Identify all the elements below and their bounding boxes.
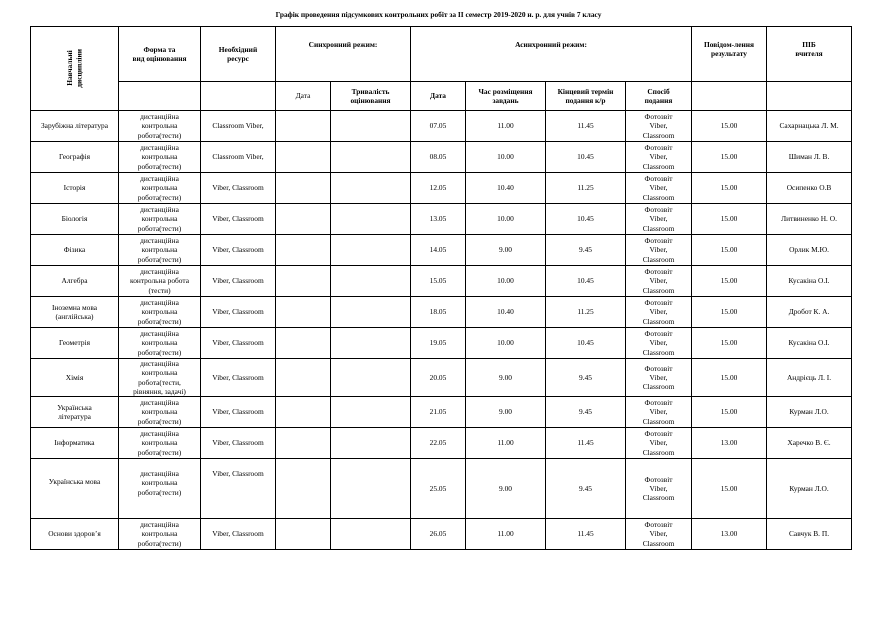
teacher-cell: Кусакіна О.І.	[767, 328, 852, 359]
sync-date-cell	[276, 397, 331, 428]
date-cell: 13.05	[411, 204, 466, 235]
teacher-cell: Осипенко О.В	[767, 173, 852, 204]
resource-cell: Viber, Classroom	[201, 459, 276, 519]
subject-cell: Фізика	[31, 235, 119, 266]
form-cell: дистанційна контрольна робота(тести)	[119, 297, 201, 328]
sync-duration-cell	[331, 359, 411, 397]
form-cell: дистанційна контрольна робота(тести)	[119, 397, 201, 428]
deadline-cell: 9.45	[546, 459, 626, 519]
table-row	[31, 173, 852, 204]
table-row	[31, 359, 852, 397]
form-cell: дистанційна контрольна робота(тести)	[119, 428, 201, 459]
form-cell: дистанційна контрольна робота(тести)	[119, 519, 201, 550]
deadline-cell: 10.45	[546, 204, 626, 235]
table-row	[31, 297, 852, 328]
deadline-cell: 11.45	[546, 428, 626, 459]
subject-cell: Біологія	[31, 204, 119, 235]
schedule-table	[30, 26, 852, 550]
form-cell: дистанційна контрольна робота(тести)	[119, 142, 201, 173]
header-sync-duration: Тривалість оцінювання	[331, 82, 411, 111]
form-cell: дистанційна контрольна робота(тести)	[119, 173, 201, 204]
deadline-cell: 11.45	[546, 519, 626, 550]
form-cell: дистанційна контрольна робота(тести, рівняння, задачі)	[119, 359, 201, 397]
resource-cell: Viber, Classroom	[201, 266, 276, 297]
header-resource: Необхідний ресурс	[201, 27, 276, 82]
date-cell: 18.05	[411, 297, 466, 328]
header-teacher: ПІБ вчителя	[767, 27, 852, 82]
header-discipline: Навчальні дисципліни	[31, 27, 119, 111]
time-cell: 11.00	[466, 519, 546, 550]
subject-cell: Зарубіжна література	[31, 111, 119, 142]
form-cell: дистанційна контрольна робота(тести)	[119, 328, 201, 359]
table-row	[31, 397, 852, 428]
sync-duration-cell	[331, 173, 411, 204]
deadline-cell: 11.45	[546, 111, 626, 142]
teacher-cell: Сахарнацька Л. М.	[767, 111, 852, 142]
date-cell: 22.05	[411, 428, 466, 459]
method-cell: Фотозвіт Viber, Classroom	[626, 519, 692, 550]
method-cell: Фотозвіт Viber, Classroom	[626, 111, 692, 142]
header-teacher-sub	[767, 82, 852, 111]
resource-cell: Viber, Classroom	[201, 519, 276, 550]
time-cell: 11.00	[466, 428, 546, 459]
method-cell: Фотозвіт Viber, Classroom	[626, 428, 692, 459]
result-cell: 15.00	[692, 328, 767, 359]
date-cell: 21.05	[411, 397, 466, 428]
date-cell: 20.05	[411, 359, 466, 397]
time-cell: 10.00	[466, 142, 546, 173]
result-cell: 15.00	[692, 204, 767, 235]
table-row	[31, 266, 852, 297]
header-form: Форма та вид оцінювання	[119, 27, 201, 82]
teacher-cell: Шиман Л. В.	[767, 142, 852, 173]
time-cell: 9.00	[466, 359, 546, 397]
header-async-method: Спосіб подання	[626, 82, 692, 111]
deadline-cell: 10.45	[546, 328, 626, 359]
deadline-cell: 11.25	[546, 173, 626, 204]
header-async: Асинхронний режим:	[411, 27, 692, 82]
deadline-cell: 9.45	[546, 397, 626, 428]
resource-cell: Viber, Classroom	[201, 235, 276, 266]
subject-cell: Історія	[31, 173, 119, 204]
sync-date-cell	[276, 266, 331, 297]
sync-duration-cell	[331, 266, 411, 297]
subject-cell: Інформатика	[31, 428, 119, 459]
sync-date-cell	[276, 173, 331, 204]
method-cell: Фотозвіт Viber, Classroom	[626, 359, 692, 397]
header-resource-sub	[201, 82, 276, 111]
method-cell: Фотозвіт Viber, Classroom	[626, 266, 692, 297]
subject-cell: Українська література	[31, 397, 119, 428]
time-cell: 11.00	[466, 111, 546, 142]
date-cell: 19.05	[411, 328, 466, 359]
document-title: Графік проведення підсумкових контрольних робіт за ІІ семестр 2019-2020 н. р. для учнів 7 класу	[275, 10, 602, 19]
sync-duration-cell	[331, 111, 411, 142]
teacher-cell: Орлик М.Ю.	[767, 235, 852, 266]
resource-cell: Viber, Classroom	[201, 428, 276, 459]
resource-cell: Viber, Classroom	[201, 397, 276, 428]
method-cell: Фотозвіт Viber, Classroom	[626, 235, 692, 266]
sync-duration-cell	[331, 519, 411, 550]
result-cell: 13.00	[692, 428, 767, 459]
date-cell: 12.05	[411, 173, 466, 204]
sync-duration-cell	[331, 328, 411, 359]
resource-cell: Viber, Classroom	[201, 173, 276, 204]
teacher-cell: Савчук В. П.	[767, 519, 852, 550]
subject-cell: Алгебра	[31, 266, 119, 297]
table-row	[31, 328, 852, 359]
date-cell: 07.05	[411, 111, 466, 142]
header-row-sub	[31, 82, 852, 111]
header-async-deadline: Кінцевий термін подання к/р	[546, 82, 626, 111]
result-cell: 15.00	[692, 359, 767, 397]
time-cell: 9.00	[466, 235, 546, 266]
sync-duration-cell	[331, 235, 411, 266]
sync-duration-cell	[331, 297, 411, 328]
header-sync: Синхронний режим:	[276, 27, 411, 82]
resource-cell: Viber, Classroom	[201, 359, 276, 397]
result-cell: 15.00	[692, 459, 767, 519]
resource-cell: Viber, Classroom	[201, 204, 276, 235]
method-cell: Фотозвіт Viber, Classroom	[626, 328, 692, 359]
sync-date-cell	[276, 111, 331, 142]
table-row	[31, 235, 852, 266]
teacher-cell: Кусакіна О.І.	[767, 266, 852, 297]
date-cell: 14.05	[411, 235, 466, 266]
header-form-sub	[119, 82, 201, 111]
deadline-cell: 11.25	[546, 297, 626, 328]
time-cell: 9.00	[466, 459, 546, 519]
method-cell: Фотозвіт Viber, Classroom	[626, 142, 692, 173]
teacher-cell: Андрієць Л. І.	[767, 359, 852, 397]
sync-duration-cell	[331, 428, 411, 459]
result-cell: 13.00	[692, 519, 767, 550]
time-cell: 10.40	[466, 173, 546, 204]
subject-cell: Основи здоров’я	[31, 519, 119, 550]
form-cell: дистанційна контрольна робота(тести)	[119, 459, 201, 519]
schedule-body	[31, 111, 852, 550]
sync-date-cell	[276, 204, 331, 235]
date-cell: 26.05	[411, 519, 466, 550]
resource-cell: Classroom Viber,	[201, 142, 276, 173]
time-cell: 10.00	[466, 266, 546, 297]
deadline-cell: 10.45	[546, 266, 626, 297]
table-row	[31, 111, 852, 142]
subject-cell: Географія	[31, 142, 119, 173]
deadline-cell: 9.45	[546, 235, 626, 266]
result-cell: 15.00	[692, 297, 767, 328]
method-cell: Фотозвіт Viber, Classroom	[626, 297, 692, 328]
sync-date-cell	[276, 428, 331, 459]
method-cell: Фотозвіт Viber, Classroom	[626, 459, 692, 519]
form-cell: дистанційна контрольна робота(тести)	[119, 235, 201, 266]
time-cell: 10.00	[466, 204, 546, 235]
header-async-time: Час розміщення завдань	[466, 82, 546, 111]
subject-cell: Хімія	[31, 359, 119, 397]
result-cell: 15.00	[692, 397, 767, 428]
resource-cell: Viber, Classroom	[201, 328, 276, 359]
date-cell: 08.05	[411, 142, 466, 173]
time-cell: 9.00	[466, 397, 546, 428]
teacher-cell: Харечко В. Є.	[767, 428, 852, 459]
resource-cell: Viber, Classroom	[201, 297, 276, 328]
form-cell: дистанційна контрольна робота(тести)	[119, 204, 201, 235]
header-result: Повідом-лення результату	[692, 27, 767, 82]
teacher-cell: Курман Л.О.	[767, 397, 852, 428]
teacher-cell: Литвиненко Н. О.	[767, 204, 852, 235]
result-cell: 15.00	[692, 111, 767, 142]
sync-date-cell	[276, 142, 331, 173]
header-async-date: Дата	[411, 82, 466, 111]
sync-duration-cell	[331, 204, 411, 235]
subject-cell: Українська мова	[31, 459, 119, 519]
method-cell: Фотозвіт Viber, Classroom	[626, 204, 692, 235]
method-cell: Фотозвіт Viber, Classroom	[626, 173, 692, 204]
table-row	[31, 459, 852, 519]
form-cell: дистанційна контрольна робота(тести)	[119, 111, 201, 142]
result-cell: 15.00	[692, 173, 767, 204]
sync-date-cell	[276, 235, 331, 266]
table-row	[31, 204, 852, 235]
date-cell: 15.05	[411, 266, 466, 297]
date-cell: 25.05	[411, 459, 466, 519]
sync-duration-cell	[331, 397, 411, 428]
teacher-cell: Курман Л.О.	[767, 459, 852, 519]
sync-date-cell	[276, 328, 331, 359]
header-row-main	[31, 27, 852, 82]
method-cell: Фотозвіт Viber, Classroom	[626, 397, 692, 428]
subject-cell: Геометрія	[31, 328, 119, 359]
header-sync-date: Дата	[276, 82, 331, 111]
deadline-cell: 9.45	[546, 359, 626, 397]
form-cell: дистанційна контрольна робота (тести)	[119, 266, 201, 297]
result-cell: 15.00	[692, 235, 767, 266]
sync-date-cell	[276, 519, 331, 550]
result-cell: 15.00	[692, 266, 767, 297]
table-row	[31, 428, 852, 459]
resource-cell: Classroom Viber,	[201, 111, 276, 142]
time-cell: 10.00	[466, 328, 546, 359]
sync-duration-cell	[331, 459, 411, 519]
sync-date-cell	[276, 459, 331, 519]
subject-cell: Іноземна мова (англійська)	[31, 297, 119, 328]
header-result-sub	[692, 82, 767, 111]
sync-date-cell	[276, 359, 331, 397]
teacher-cell: Дробот К. А.	[767, 297, 852, 328]
sync-duration-cell	[331, 142, 411, 173]
result-cell: 15.00	[692, 142, 767, 173]
table-row	[31, 519, 852, 550]
sync-date-cell	[276, 297, 331, 328]
time-cell: 10.40	[466, 297, 546, 328]
table-row	[31, 142, 852, 173]
deadline-cell: 10.45	[546, 142, 626, 173]
